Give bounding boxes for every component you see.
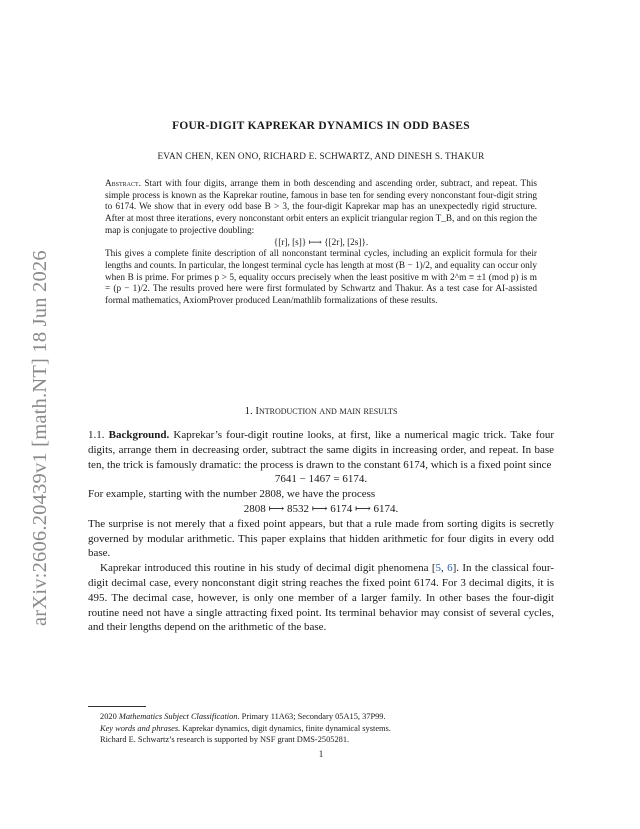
paper-title: FOUR-DIGIT KAPREKAR DYNAMICS IN ODD BASES [172,120,470,132]
msc-year: 2020 [100,712,117,721]
main-text [88,428,554,635]
footnotes [88,711,554,746]
subsection-number: 1.1. [88,429,105,441]
citation-link-5[interactable]: 5 [435,562,441,575]
paragraph-3: The surprise is not merely that a fixed point appears, but that a rule made from sorting digits is secretly governed by modular arithmetic. This paper explains that hidden arithmetic for four digits in every odd base. [88,517,554,560]
msc-label: Mathematics Subject Classification. [118,712,240,721]
subsection-title: Background. [108,429,170,441]
citation-link-6[interactable]: 6 [447,562,453,575]
keywords-label: Key words and phrases. [100,723,181,733]
funding-note: Richard E. Schwartz’s research is supported by NSF grant DMS-2505281. [100,735,350,745]
abstract-paragraph-1: Start with four digits, arrange them in both descending and ascending order, subtract, and repeat. This simple process is known as the Kaprekar routine, famous in base ten for sending every nonconstant four-digit string to 6174. We show that in every odd base B > 3, the four-digit Kaprekar map has an unexpectedly rigid structure. After at most three iterations, every nonconstant orbit enters an explicit triangular region T_B, and on this region the map is conjugate to projective doubling: [105,179,538,236]
abstract-display-formula: {[r], [s]} ⟼ {[2r], [2s]}. [273,237,369,248]
arxiv-sidebar [14,218,51,626]
paragraph-4-start: Kaprekar introduced this routine in his study of decimal digit phenomena [ [100,562,436,575]
keywords-text: Kaprekar dynamics, digit dynamics, finite dynamical systems. [182,723,391,733]
equation-2: 2808 ⟼ 8532 ⟼ 6174 ⟼ 6174. [243,502,399,515]
abstract-paragraph-2: This gives a complete finite description of all nonconstant terminal cycles, including an explicit formula for their lengths and counts. In particular, the longest terminal cycle has length at most (B − 1)/2, and equality can occur only when B is prime. For primes p > 5, equality occurs precisely when the least positive m with 2^m ≡ ±1 (mod p) is m = (p − 1)/2. The results proved here were first formulated by Schwartz and Thakur. As a test case for AI-assisted formal mathematics, AxiomProver produced Lean/mathlib formalizations of these results. [105,249,537,307]
arxiv-identifier: arXiv:2606.20439v1 [math.NT] 18 Jun 2026 [29,250,51,626]
abstract-label: Abstract. [105,179,141,189]
paragraph-1: Kaprekar’s four-digit routine looks, at first, like a numerical magic trick. Take four digits, arrange them in decreasing order, subtract the same digits in increasing order, and repeat. In base ten, the trick is famously dramatic: the process is drawn to the constant 6174, which is a fixed point since [88,429,555,471]
abstract [105,179,537,308]
equation-1: 7641 − 1467 = 6174. [274,473,368,486]
page-number: 1 [318,749,324,759]
paper-authors: EVAN CHEN, KEN ONO, RICHARD E. SCHWARTZ, AND DINESH S. THAKUR [157,151,485,161]
section-heading: 1. Introduction and main results [244,405,398,417]
msc-text: Primary 11A63; Secondary 05A15, 37P99. [241,712,386,721]
paragraph-4-end: ]. In the classical four-digit decimal case, every nonconstant digit string reaches the fixed point 6174. For 3 decimal digits, it is 495. The decimal case, however, is only one member of a larger family. In other bases the four-digit routine need not have a single attracting fixed point. Its terminal behavior may consist of several cycles, and their lengths depend on the arithmetic of the base. [88,562,554,634]
footnote-rule [88,706,146,707]
paragraph-4: Kaprekar introduced this routine in his study of decimal digit phenomena [5, 6]. In the classical four-digit decimal case, every nonconstant digit string reaches the fixed point 6174. For 3 decimal digits, it is 495. The decimal case, however, is only one member of a larger family. In other bases the four-digit routine need not have a single attracting fixed point. Its terminal behavior may consist of several cycles, and their lengths depend on the arithmetic of the base. [88,562,554,634]
paragraph-2: For example, starting with the number 2808, we have the process [88,488,376,501]
